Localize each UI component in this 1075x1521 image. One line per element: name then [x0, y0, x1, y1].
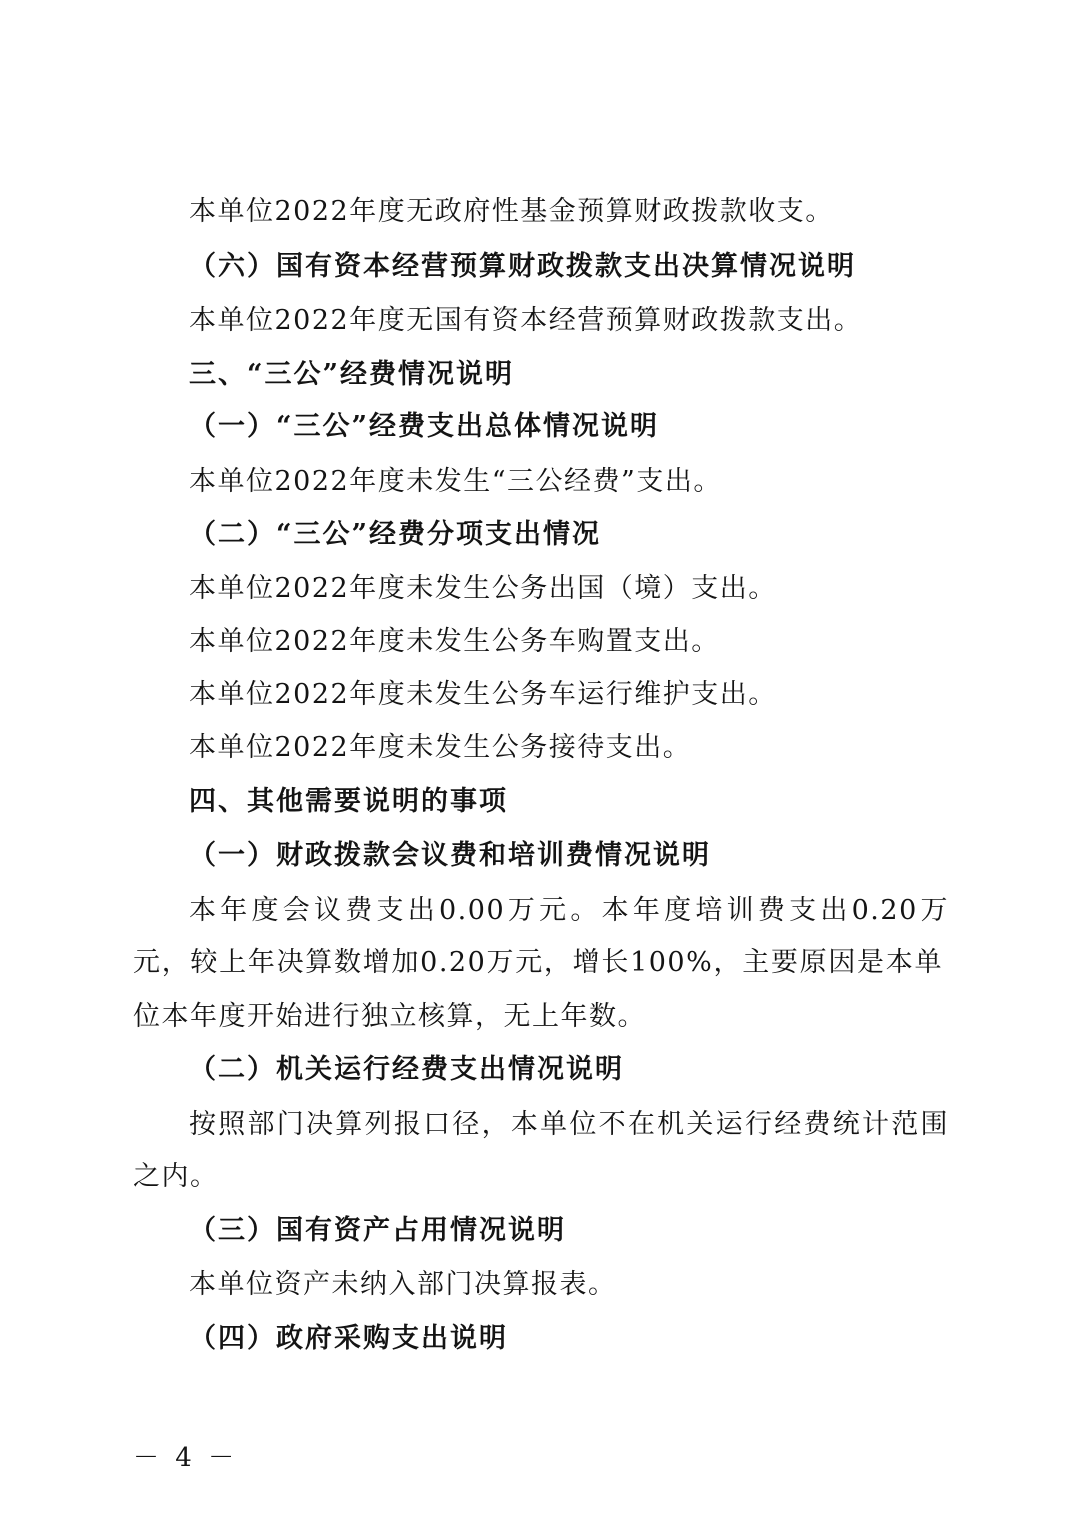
heading-three-public-items: （二）“三公”经费分项支出情况 [189, 519, 602, 550]
heading-operating-expenses: （二）机关运行经费支出情况说明 [189, 1054, 624, 1085]
paragraph-three-public-overall: 本单位2022年度未发生“三公经费”支出。 [189, 466, 722, 497]
paragraph-reception: 本单位2022年度未发生公务接待支出。 [189, 732, 692, 763]
heading-government-procurement: （四）政府采购支出说明 [189, 1323, 508, 1354]
paragraph-meeting-training-line-2: 元，较上年决算数增加0.20万元，增长100%，主要原因是本单 [133, 947, 943, 978]
paragraph-operating-expenses-line-1: 按照部门决算列报口径，本单位不在机关运行经费统计范围 [189, 1109, 949, 1140]
heading-three-public-overall: （一）“三公”经费支出总体情况说明 [189, 411, 660, 442]
paragraph-meeting-training-line-1: 本年度会议费支出0.00万元。本年度培训费支出0.20万 [189, 895, 949, 926]
paragraph-operating-expenses-line-2: 之内。 [133, 1161, 219, 1192]
heading-meeting-training: （一）财政拨款会议费和培训费情况说明 [189, 840, 711, 871]
section-heading-other-matters: 四、其他需要说明的事项 [189, 786, 508, 817]
paragraph-vehicle-purchase: 本单位2022年度未发生公务车购置支出。 [189, 626, 720, 657]
page-number: － 4 － [133, 1443, 239, 1473]
paragraph-vehicle-maintenance: 本单位2022年度未发生公务车运行维护支出。 [189, 679, 777, 710]
paragraph-state-assets: 本单位资产未纳入部门决算报表。 [189, 1269, 617, 1300]
heading-state-capital-budget: （六）国有资本经营预算财政拨款支出决算情况说明 [189, 251, 856, 282]
heading-state-assets: （三）国有资产占用情况说明 [189, 1215, 566, 1246]
paragraph-state-capital-budget: 本单位2022年度无国有资本经营预算财政拨款支出。 [189, 305, 863, 336]
paragraph-overseas-trips: 本单位2022年度未发生公务出国（境）支出。 [189, 573, 777, 604]
section-heading-three-public: 三、“三公”经费情况说明 [189, 359, 515, 390]
paragraph-gov-fund-budget: 本单位2022年度无政府性基金预算财政拨款收支。 [189, 196, 834, 227]
paragraph-meeting-training-line-3: 位本年度开始进行独立核算，无上年数。 [133, 1001, 646, 1032]
